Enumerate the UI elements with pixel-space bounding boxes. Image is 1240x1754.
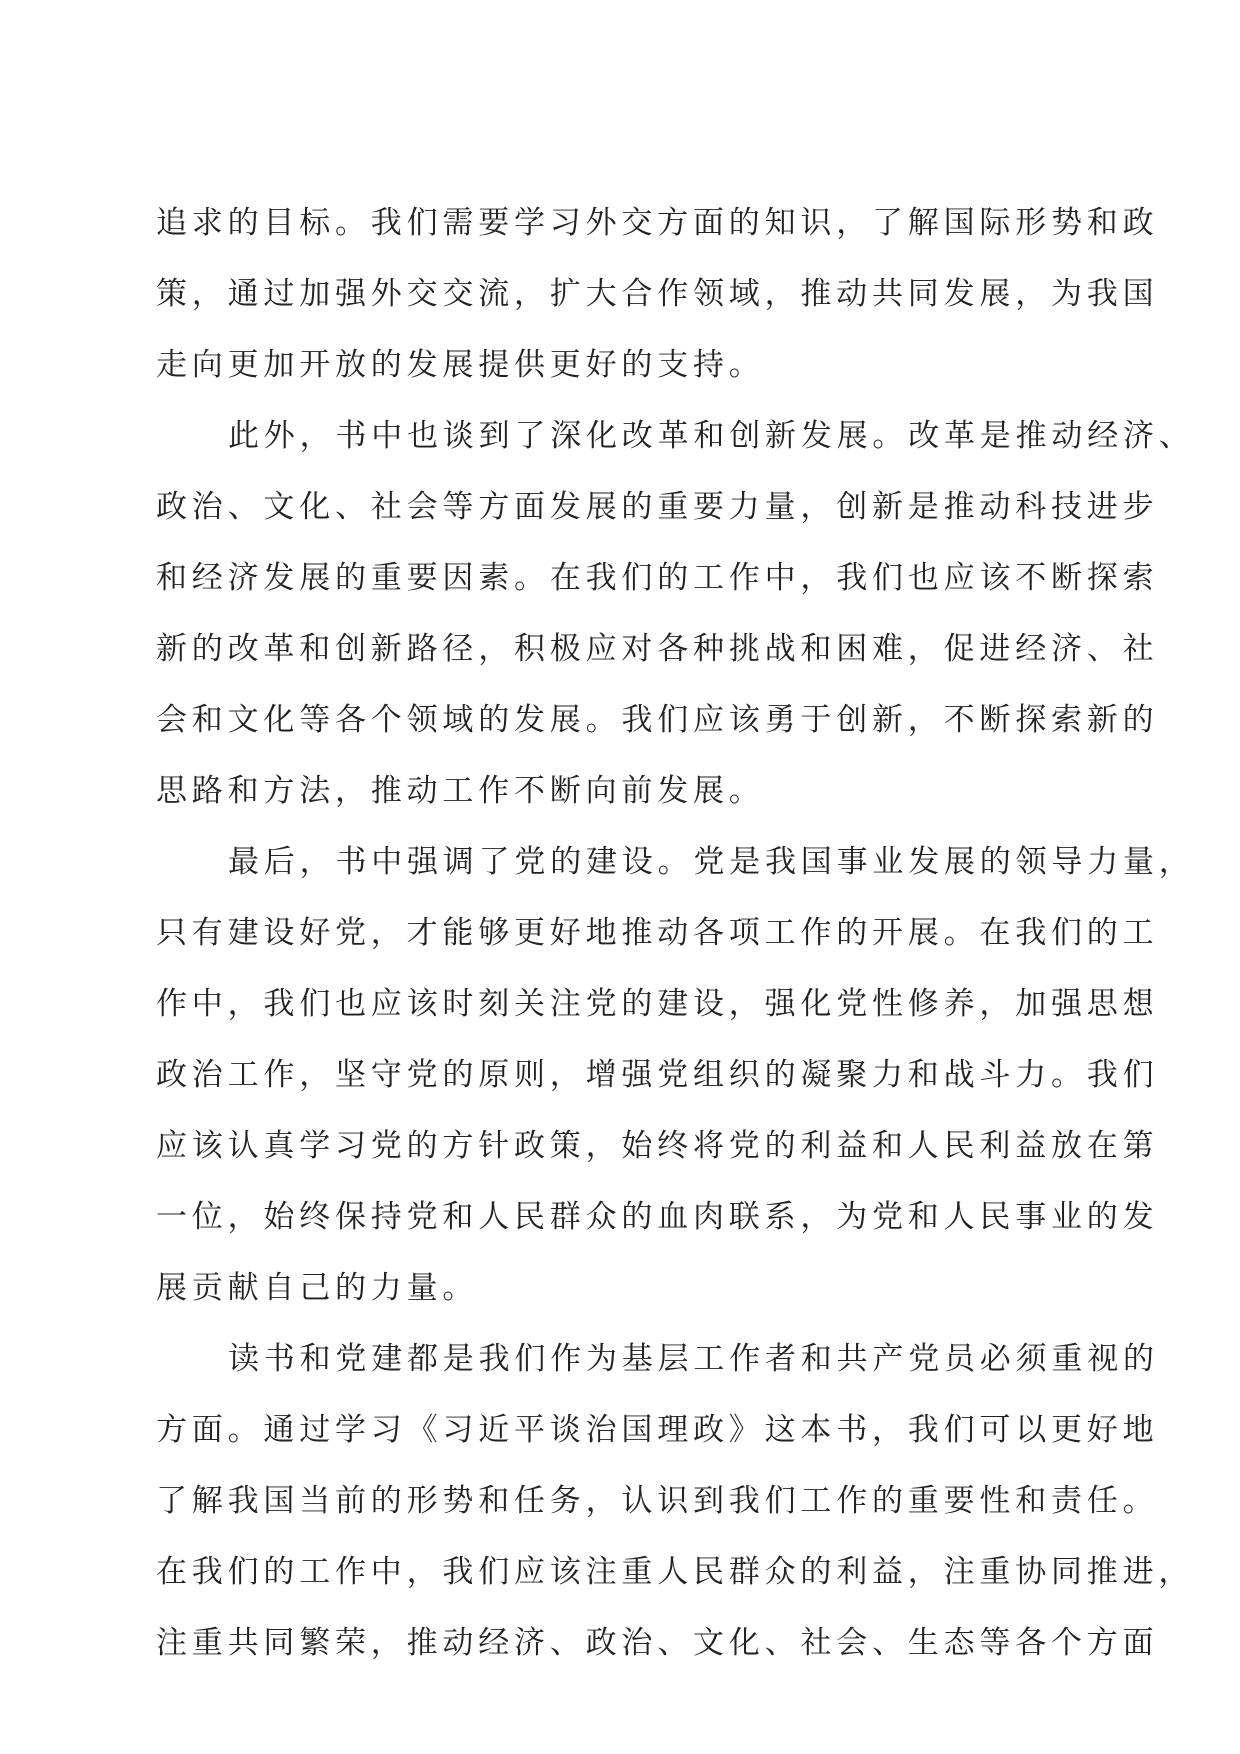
text-line: 和经济发展的重要因素。在我们的工作中，我们也应该不断探索 (156, 560, 1159, 596)
text-line: 走向更加开放的发展提供更好的支持。 (156, 347, 765, 383)
text-line: 一位，始终保持党和人民群众的血肉联系，为党和人民事业的发 (156, 1199, 1159, 1235)
text-line: 思路和方法，推动工作不断向前发展。 (156, 773, 765, 809)
text-line: 政治、文化、社会等方面发展的重要力量，创新是推动科技进步 (156, 489, 1159, 525)
text-line: 政治工作，坚守党的原则，增强党组织的凝聚力和战斗力。我们 (156, 1057, 1159, 1093)
text-line: 追求的目标。我们需要学习外交方面的知识，了解国际形势和政 (156, 205, 1159, 241)
text-line: 在我们的工作中，我们应该注重人民群众的利益，注重协同推进， (156, 1554, 1195, 1590)
paragraph-start-line: 此外，书中也谈到了深化改革和创新发展。改革是推动经济、 (228, 418, 1195, 454)
paragraph-start-line: 最后，书中强调了党的建设。党是我国事业发展的领导力量， (228, 844, 1195, 880)
text-line: 应该认真学习党的方针政策，始终将党的利益和人民利益放在第 (156, 1128, 1159, 1164)
text-line: 会和文化等各个领域的发展。我们应该勇于创新，不断探索新的 (156, 702, 1159, 738)
text-line: 方面。通过学习《习近平谈治国理政》这本书，我们可以更好地 (156, 1412, 1159, 1448)
text-line: 了解我国当前的形势和任务，认识到我们工作的重要性和责任。 (156, 1483, 1159, 1519)
text-line: 注重共同繁荣，推动经济、政治、文化、社会、生态等各个方面 (156, 1625, 1159, 1661)
text-line: 策，通过加强外交交流，扩大合作领域，推动共同发展，为我国 (156, 276, 1159, 312)
text-line: 只有建设好党，才能够更好地推动各项工作的开展。在我们的工 (156, 915, 1159, 951)
paragraph-start-line: 读书和党建都是我们作为基层工作者和共产党员必须重视的 (228, 1341, 1159, 1377)
document-body (156, 188, 1195, 1679)
text-line: 展贡献自己的力量。 (156, 1270, 479, 1306)
text-line: 作中，我们也应该时刻关注党的建设，强化党性修养，加强思想 (156, 986, 1159, 1022)
text-line: 新的改革和创新路径，积极应对各种挑战和困难，促进经济、社 (156, 631, 1159, 667)
